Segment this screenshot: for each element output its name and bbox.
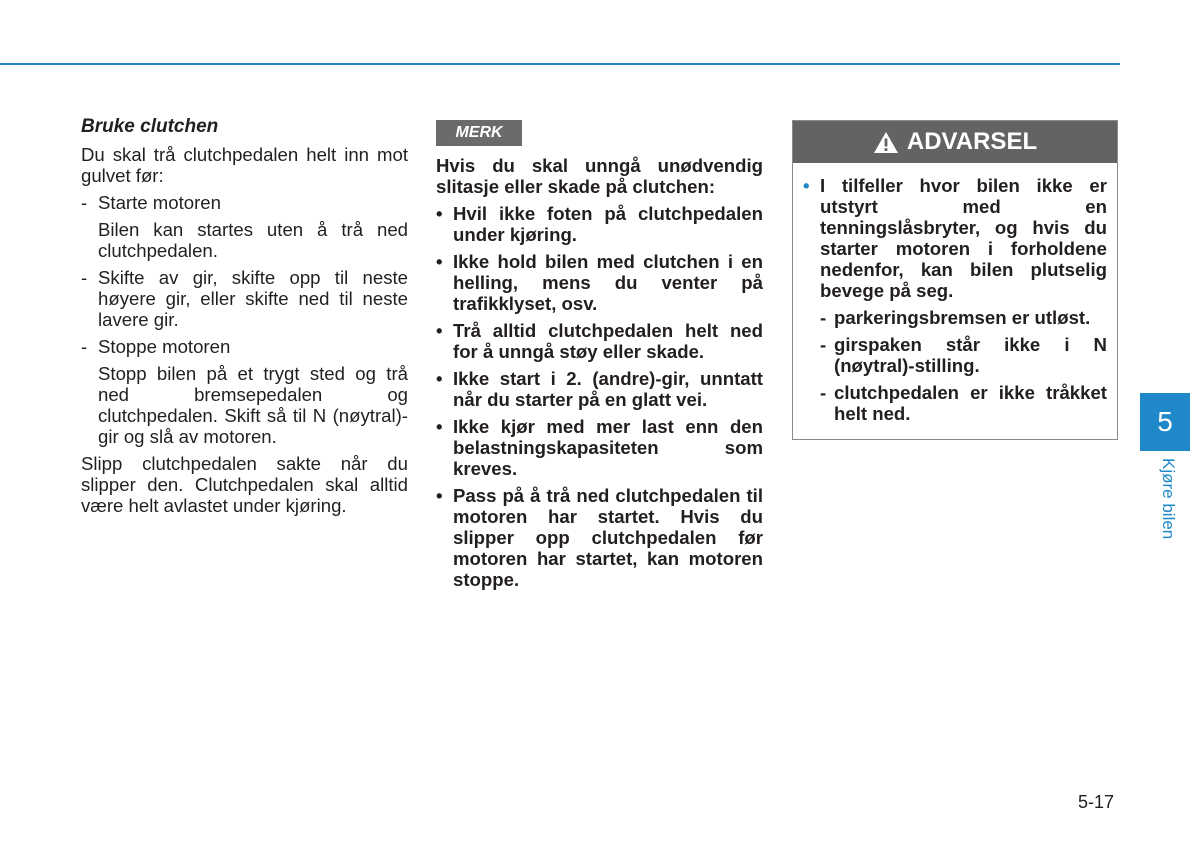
dash-marker: -	[820, 382, 827, 403]
dash-marker: -	[820, 334, 827, 355]
bullet-marker: •	[436, 368, 443, 389]
warning-condition	[803, 334, 1107, 376]
dash-marker: -	[81, 336, 88, 357]
note-bullet-text: Pass på å trå ned clutchpedalen til motoren har startet. Hvis du slipper opp clutchpedalen før motoren har startet, kan motoren stoppe.	[453, 485, 763, 590]
warning-condition	[803, 307, 1107, 328]
warning-condition	[803, 382, 1107, 424]
intro-text: Du skal trå clutchpedalen helt inn mot gulvet før:	[81, 144, 408, 186]
list-item	[81, 336, 408, 357]
dash-marker: -	[820, 307, 827, 328]
warning-bullet	[803, 175, 1107, 301]
warning-title: ADVARSEL	[906, 128, 1038, 155]
column-2	[436, 155, 763, 596]
note-bullet	[436, 251, 763, 314]
note-bullet	[436, 416, 763, 479]
note-bullet	[436, 368, 763, 410]
bullet-marker: •	[436, 320, 443, 341]
note-bullet-text: Ikke kjør med mer last enn den belastningskapasiteten som kreves.	[453, 416, 763, 479]
note-bullet	[436, 203, 763, 245]
note-bullet-text: Ikke hold bilen med clutchen i en helling, mens du venter på trafikklyset, osv.	[453, 251, 763, 314]
page-number: 5-17	[1078, 792, 1115, 812]
list-item	[81, 267, 408, 330]
note-bullet-text: Ikke start i 2. (andre)-gir, unntatt når du starter på en glatt vei.	[453, 368, 763, 410]
note-bullet	[436, 485, 763, 590]
warning-box	[792, 120, 1118, 440]
dash-marker: -	[81, 192, 88, 213]
note-intro: Hvis du skal unngå unødvendig slitasje eller skade på clutchen:	[436, 155, 763, 197]
column-1	[81, 116, 408, 522]
warning-body	[793, 163, 1117, 424]
warning-triangle-icon	[873, 131, 899, 154]
list-item-label: Skifte av gir, skifte opp til neste høyere gir, eller skifte ned til neste lavere gir.	[98, 267, 408, 330]
list-item-detail: Stopp bilen på et trygt sted og trå ned bremsepedalen og clutchpedalen. Skift så til N (nøytral)-gir og slå av motoren.	[98, 363, 408, 447]
bullet-marker: •	[436, 485, 443, 506]
warning-condition-text: girspaken står ikke i N (nøytral)-stilling.	[834, 334, 1107, 376]
note-bullet	[436, 320, 763, 362]
bullet-marker: •	[436, 203, 443, 224]
warning-condition-text: clutchpedalen er ikke tråkket helt ned.	[834, 382, 1107, 424]
top-rule	[0, 63, 1120, 65]
section-heading: Bruke clutchen	[81, 116, 219, 137]
bullet-marker: •	[803, 175, 810, 196]
warning-bullet-text: I tilfeller hvor bilen ikke er utstyrt med en tenningslåsbryter, og hvis du starter motoren i forholdene nedenfor, kan bilen plutselig bevege på seg.	[820, 175, 1107, 301]
note-bullet-text: Trå alltid clutchpedalen helt ned for å unngå støy eller skade.	[453, 320, 763, 362]
list-item-label: Starte motoren	[98, 192, 221, 213]
chapter-tab: 5	[1140, 393, 1190, 451]
bullet-marker: •	[436, 251, 443, 272]
warning-condition-text: parkeringsbremsen er utløst.	[834, 307, 1091, 328]
dash-marker: -	[81, 267, 88, 288]
chapter-label: Kjøre bilen	[1159, 458, 1178, 540]
note-badge: MERK	[436, 120, 522, 146]
list-item-detail: Bilen kan startes uten å trå ned clutchpedalen.	[98, 219, 408, 261]
bullet-marker: •	[436, 416, 443, 437]
note-bullet-text: Hvil ikke foten på clutchpedalen under kjøring.	[453, 203, 763, 245]
closing-text: Slipp clutchpedalen sakte når du slipper den. Clutchpedalen skal alltid være helt avlastet under kjøring.	[81, 453, 408, 516]
list-item	[81, 192, 408, 213]
list-item-label: Stoppe motoren	[98, 336, 231, 357]
warning-header	[793, 121, 1117, 163]
